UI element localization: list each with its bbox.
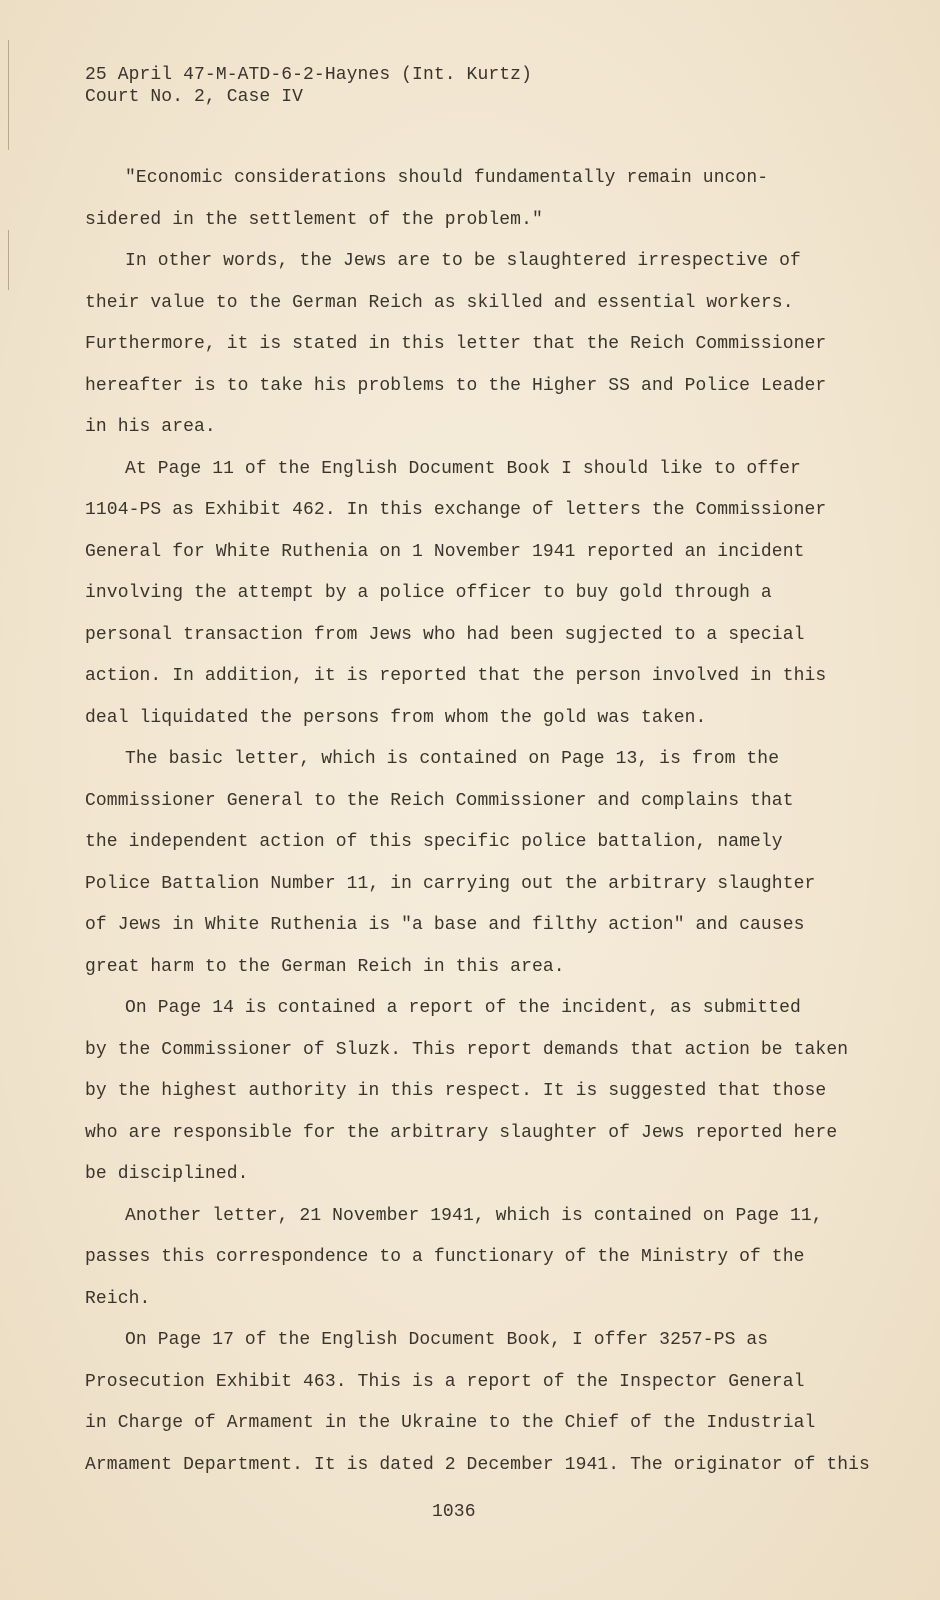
body-line: Commissioner General to the Reich Commissioner and complains that	[85, 791, 794, 811]
body-line: Police Battalion Number 11, in carrying out the arbitrary slaughter	[85, 874, 816, 894]
body-line: in Charge of Armament in the Ukraine to the Chief of the Industrial	[85, 1413, 816, 1433]
header-reference-line: 25 April 47-M-ATD-6-2-Haynes (Int. Kurtz)	[85, 65, 532, 85]
body-line: deal liquidated the persons from whom the gold was taken.	[85, 708, 707, 728]
body-line: personal transaction from Jews who had been sugjected to a special	[85, 625, 805, 645]
scan-edge-mark	[8, 230, 9, 290]
body-line: Another letter, 21 November 1941, which is contained on Page 11,	[125, 1206, 823, 1226]
body-line: passes this correspondence to a functionary of the Ministry of the	[85, 1247, 805, 1267]
body-line: 1104-PS as Exhibit 462. In this exchange of letters the Commissioner	[85, 500, 827, 520]
body-line: by the highest authority in this respect. It is suggested that those	[85, 1081, 827, 1101]
body-line: Reich.	[85, 1289, 151, 1309]
body-line: their value to the German Reich as skilled and essential workers.	[85, 293, 794, 313]
body-line: In other words, the Jews are to be slaughtered irrespective of	[125, 251, 801, 271]
body-line: action. In addition, it is reported that the person involved in this	[85, 666, 827, 686]
body-line: Furthermore, it is stated in this letter that the Reich Commissioner	[85, 334, 827, 354]
body-line: by the Commissioner of Sluzk. This report demands that action be taken	[85, 1040, 849, 1060]
body-line: Armament Department. It is dated 2 December 1941. The originator of this	[85, 1455, 870, 1475]
header-court-line: Court No. 2, Case IV	[85, 87, 304, 107]
page-number: 1036	[432, 1502, 476, 1522]
body-line: in his area.	[85, 417, 216, 437]
body-line: the independent action of this specific police battalion, namely	[85, 832, 783, 852]
body-line: At Page 11 of the English Document Book I should like to offer	[125, 459, 801, 479]
body-line: involving the attempt by a police officer to buy gold through a	[85, 583, 772, 603]
body-line: sidered in the settlement of the problem."	[85, 210, 543, 230]
body-line: The basic letter, which is contained on Page 13, is from the	[125, 749, 780, 769]
body-line: On Page 17 of the English Document Book, I offer 3257-PS as	[125, 1330, 769, 1350]
body-line: be disciplined.	[85, 1164, 249, 1184]
body-line: great harm to the German Reich in this area.	[85, 957, 565, 977]
scan-edge-mark	[8, 40, 9, 150]
body-line: who are responsible for the arbitrary slaughter of Jews reported here	[85, 1123, 838, 1143]
body-line: General for White Ruthenia on 1 November 1941 reported an incident	[85, 542, 805, 562]
body-line: Prosecution Exhibit 463. This is a report of the Inspector General	[85, 1372, 805, 1392]
body-line: On Page 14 is contained a report of the incident, as submitted	[125, 998, 801, 1018]
body-line: hereafter is to take his problems to the Higher SS and Police Leader	[85, 376, 827, 396]
body-line: of Jews in White Ruthenia is "a base and filthy action" and causes	[85, 915, 805, 935]
body-line: "Economic considerations should fundamentally remain uncon-	[125, 168, 769, 188]
